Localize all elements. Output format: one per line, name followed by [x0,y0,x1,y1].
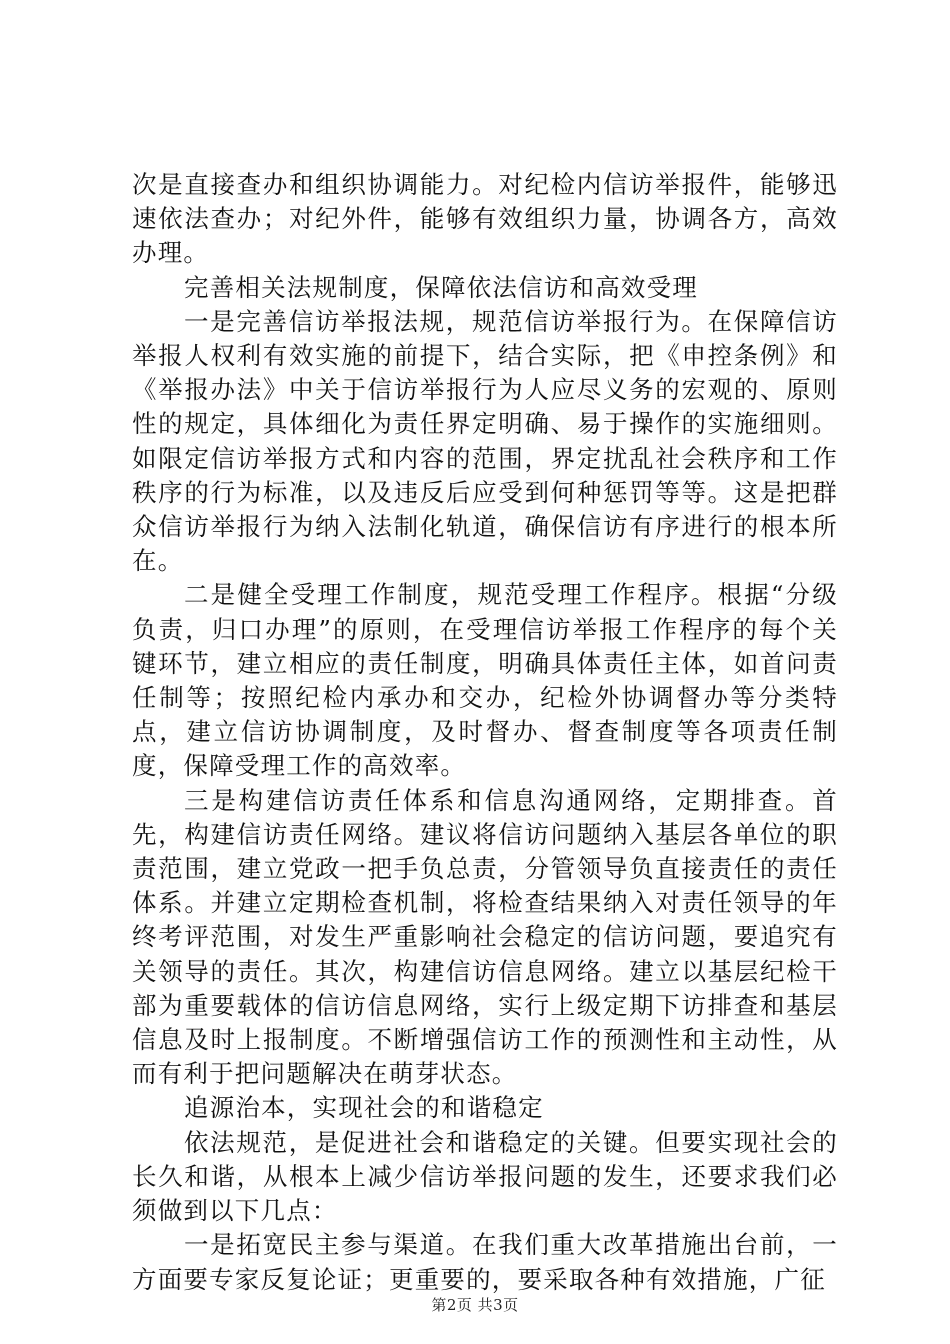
paragraph-5: 依法规范，是促进社会和谐稳定的关键。但要实现社会的长久和谐，从根本上减少信访举报问题的发生，还要求我们必须做到以下几点： [132,1127,838,1226]
paragraph-6: 一是拓宽民主参与渠道。在我们重大改革措施出台前，一方面要专家反复论证；更重要的，要采取各种有效措施，广征 [132,1230,838,1294]
paragraph-3: 二是健全受理工作制度，规范受理工作程序。根据“分级负责，归口办理”的原则，在受理信访举报工作程序的每个关键环节，建立相应的责任制度，明确具体责任主体，如首问责任制等；按照纪检内承办和交办，纪检外协调督办等分类特点，建立信访协调制度，及时督办、督查制度等各项责任制度，保障受理工作的高效率。 [132,580,838,781]
paragraph-2: 一是完善信访举报法规，规范信访举报行为。在保障信访举报人权利有效实施的前提下，结合实际，把《申控条例》和《举报办法》中关于信访举报行为人应尽义务的宏观的、原则性的规定，具体细化为责任界定明确、易于操作的实施细则。如限定信访举报方式和内容的范围，界定扰乱社会秩序和工作秩序的行为标准，以及违反后应受到何种惩罚等等。这是把群众信访举报行为纳入法制化轨道，确保信访有序进行的根本所在。 [132,306,838,576]
document-body [132,168,838,1297]
section-heading-regulations: 完善相关法规制度，保障依法信访和高效受理 [184,272,698,302]
section-heading-root-cause: 追源治本，实现社会的和谐稳定 [184,1093,544,1123]
page-footer: 第2页 共3页 [431,1296,519,1314]
paragraph-4: 三是构建信访责任体系和信息沟通网络，定期排查。首先，构建信访责任网络。建议将信访问题纳入基层各单位的职责范围，建立党政一把手负总责，分管领导负直接责任的责任体系。并建立定期检查机制，将检查结果纳入对责任领导的年终考评范围，对发生严重影响社会稳定的信访问题，要追究有关领导的责任。其次，构建信访信息网络。建立以基层纪检干部为重要载体的信访信息网络，实行上级定期下访排查和基层信息及时上报制度。不断增强信访工作的预测性和主动性，从而有利于把问题解决在萌芽状态。 [132,785,838,1089]
paragraph-1: 次是直接查办和组织协调能力。对纪检内信访举报件，能够迅速依法查办；对纪外件，能够有效组织力量，协调各方，高效办理。 [132,170,838,268]
